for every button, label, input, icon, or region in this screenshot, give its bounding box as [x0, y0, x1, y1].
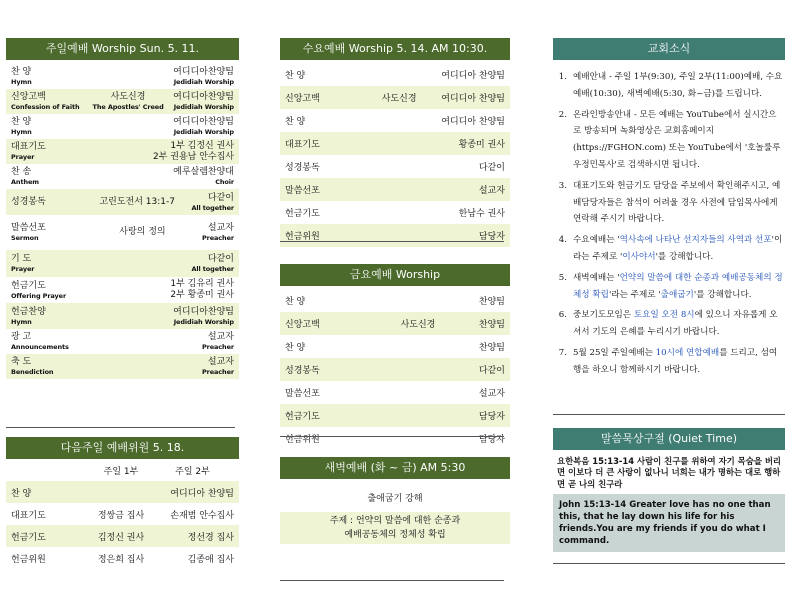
- person-label-en: Jedidiah Worship: [173, 78, 234, 86]
- person-label: 1부 김유리 권사: [170, 279, 234, 289]
- role-label: 찬 양: [285, 297, 306, 307]
- person-label-en: Preacher: [201, 234, 234, 242]
- first-service-person: 정은희 집사: [97, 554, 145, 565]
- table-row: [6, 503, 239, 525]
- table-row: [6, 189, 239, 215]
- detail-cell: [83, 227, 202, 238]
- person-label: 예루살렘찬양대: [173, 167, 234, 177]
- person-label: 설교자: [207, 332, 234, 342]
- news-item-number: 4.: [558, 235, 567, 246]
- role-label-en: Offering Prayer: [11, 291, 67, 300]
- table-row: [280, 155, 510, 178]
- role-cell: [11, 254, 83, 273]
- news-text: 새벽예배는 ': [573, 272, 620, 283]
- detail-label: 사도신경: [110, 92, 146, 102]
- quiet-time-korean: 요한복음 15:13-14 사람이 친구를 위하여 자기 목숨을 버리면 이보다 더 큰 사랑이 없나니 너희는 내가 명하는 대로 행하면 곧 나의 친구라: [557, 456, 782, 489]
- role-label-en: Benediction: [11, 368, 54, 376]
- detail-label: 고린도전서 13:1-7: [99, 196, 175, 207]
- news-highlight: 언약의 말씀에 대한 순종과 예배공동체의 정체성 확립: [573, 272, 783, 300]
- divider: [280, 580, 504, 581]
- table-row: [6, 481, 239, 503]
- table-row: [280, 63, 510, 86]
- next-week-col1: 주일 1부: [103, 466, 139, 477]
- person-cell: [202, 223, 234, 242]
- role-label: 찬 송: [11, 167, 32, 177]
- news-text: '를 강해합니다.: [693, 289, 752, 300]
- table-row: [6, 114, 239, 139]
- person-cell: [170, 279, 234, 301]
- person-label: 여디디아찬양팀: [173, 67, 234, 77]
- role-label-en: Hymn: [11, 78, 32, 86]
- next-week-section: [6, 437, 239, 569]
- news-item: [553, 69, 783, 103]
- role-label: 헌금기도: [285, 412, 320, 422]
- role-label: 기 도: [11, 254, 32, 264]
- table-row: [280, 201, 510, 224]
- sunday-order-list: [6, 64, 239, 379]
- role-label: 찬 양: [285, 71, 306, 81]
- quiet-time-section: [553, 428, 785, 552]
- church-news-list: [553, 69, 785, 379]
- role-label: 찬 양: [11, 488, 32, 499]
- role-label: 대표기도: [285, 140, 320, 150]
- role-label: 대표기도: [11, 142, 46, 152]
- news-text: '이라는 주제로 ': [573, 235, 783, 262]
- sunday-worship-section: [6, 38, 239, 379]
- person-label: 다같이: [478, 163, 505, 173]
- table-row: [6, 89, 239, 114]
- news-text: '라는 주제로 ': [608, 289, 661, 300]
- news-highlight: 10시에 연합예배: [655, 347, 720, 358]
- sunday-worship-title: 주일예배 Worship Sun. 5. 11.: [6, 38, 239, 60]
- table-row: [280, 427, 510, 450]
- person-cell: [173, 67, 234, 86]
- role-label: 헌금위원: [285, 232, 320, 242]
- role-label: 성경봉독: [285, 366, 320, 376]
- person-label: 다같이: [207, 254, 234, 264]
- wednesday-worship-title: 수요예배 Worship 5. 14. AM 10:30.: [280, 38, 510, 60]
- news-text: 를 드리고, 섬여행을 하오니 함께하시기 바랍니다.: [573, 347, 778, 375]
- table-row: [6, 215, 239, 250]
- news-text: 에 있으니 자유롭게 오셔서 기도의 은혜를 누리시기 바랍니다.: [573, 310, 778, 338]
- table-row: [280, 381, 510, 404]
- role-cell: [11, 117, 83, 136]
- person-label: 설교자: [478, 389, 505, 399]
- dawn-theme-line2: 예배공동체의 정체성 확립: [344, 530, 446, 540]
- news-item: [553, 107, 783, 174]
- news-highlight: 이사야서: [622, 251, 656, 262]
- dawn-worship-title: 새벽예배 (화 ~ 금) AM 5:30: [280, 457, 510, 479]
- role-label: 찬 양: [285, 117, 306, 127]
- news-item-text: [573, 345, 783, 379]
- news-item: [553, 345, 783, 379]
- table-row: [6, 277, 239, 303]
- table-row: [280, 358, 510, 381]
- person-cell: [191, 193, 234, 212]
- divider: [553, 563, 785, 564]
- news-text: 수요예배는 ': [573, 235, 620, 246]
- role-label: 성경봉독: [11, 196, 46, 207]
- table-row: [280, 109, 510, 132]
- person-cell: [173, 167, 234, 186]
- table-row: [6, 164, 239, 189]
- role-label: 축 도: [11, 357, 32, 367]
- detail-label: 사도신경: [400, 320, 436, 330]
- table-row: [6, 547, 239, 569]
- news-item-number: 5.: [558, 272, 567, 283]
- next-week-title: 다음주일 예배위원 5. 18.: [6, 437, 239, 459]
- news-item: [553, 232, 783, 266]
- person-label: 설교자: [207, 357, 234, 367]
- role-label: 말씀선포: [285, 186, 320, 196]
- person-label: 여디디아찬양팀: [173, 92, 234, 102]
- person-cell: [173, 307, 234, 326]
- person-label: 한남수 권사: [458, 209, 505, 219]
- role-cell: [11, 223, 83, 242]
- detail-label: 사도신경: [381, 94, 417, 104]
- dawn-series: 출애굽기 강해: [367, 494, 423, 504]
- person-label: 여디디아찬양팀: [173, 306, 234, 317]
- person-label-en: All together: [191, 265, 234, 273]
- person-label-en: 2부 권용남 안수집사: [152, 151, 234, 162]
- table-row: [6, 525, 239, 547]
- news-item-text: [573, 307, 783, 341]
- role-label: 찬 양: [11, 67, 32, 77]
- person-label-en: Preacher: [201, 343, 234, 351]
- role-cell: [11, 67, 83, 86]
- person-label-en: Jedidiah Worship: [173, 128, 234, 136]
- person-label: 찬양팀: [478, 297, 505, 307]
- role-cell: [11, 167, 83, 186]
- role-label: 말씀선포: [11, 223, 46, 233]
- news-item-number: 1.: [558, 72, 567, 82]
- person-label: 다같이: [478, 366, 505, 376]
- church-news-title: 교회소식: [553, 38, 785, 60]
- person-cell: [191, 254, 234, 273]
- person-label: 황종미 권사: [458, 140, 505, 150]
- detail-label-en: The Apostles' Creed: [92, 103, 164, 111]
- friday-worship-section: [280, 264, 510, 450]
- table-row: [280, 132, 510, 155]
- person-label: 설교자: [207, 223, 234, 233]
- news-item-text: [573, 270, 783, 304]
- role-label: 말씀선포: [285, 389, 320, 399]
- role-label: 신앙고백: [285, 94, 320, 104]
- role-cell: [11, 197, 83, 208]
- dawn-worship-section: [280, 457, 510, 544]
- table-row: [280, 404, 510, 427]
- role-label-en: Hymn: [11, 317, 32, 326]
- news-text: 예배안내 - 주일 1부(9:30), 주일 2부(11:00)예배, 수요예배(10:30), 새벽예배(5:30, 화~금)를 드립니다.: [573, 72, 783, 99]
- next-week-col2: 주일 2부: [175, 466, 210, 477]
- divider: [6, 427, 235, 428]
- person-cell: [153, 141, 234, 163]
- dawn-theme: [280, 512, 510, 544]
- person-label: 여디디아 찬양팀: [441, 94, 505, 104]
- person-label: 여디디아 찬양팀: [441, 117, 505, 127]
- person-label: 찬양팀: [478, 343, 505, 353]
- detail-cell: [83, 92, 173, 111]
- news-highlight: 출애굽기: [660, 289, 694, 300]
- quiet-time-english: John 15:13-14 Greater love has no one than this, that he lay down his life for his friends.You are my friends if you do what I command.: [553, 494, 785, 552]
- person-label-en: Jedidiah Worship: [173, 317, 234, 326]
- person-cell: [173, 117, 234, 136]
- person-label-en: Preacher: [201, 368, 234, 376]
- second-service-person: 손재범 안수집사: [170, 510, 234, 521]
- news-item: [553, 178, 783, 228]
- news-item-number: 2.: [558, 109, 567, 120]
- person-label: 담당자: [478, 435, 505, 445]
- news-text: 중보기도모임은: [573, 310, 634, 321]
- role-label: 헌금기도: [285, 209, 320, 219]
- table-row: [280, 224, 510, 247]
- person-label: 찬양팀: [478, 320, 505, 330]
- news-item: [553, 307, 783, 341]
- dawn-theme-line1: 주제 : 언약의 말씀에 대한 순종과: [329, 516, 461, 526]
- person-label: 1부 김정신 권사: [170, 140, 234, 151]
- role-cell: [11, 92, 83, 111]
- wednesday-worship-section: [280, 38, 510, 247]
- table-row: [280, 86, 510, 109]
- news-item-number: 6.: [558, 310, 567, 321]
- role-label: 성경봉독: [285, 163, 320, 173]
- person-cell: [202, 357, 234, 376]
- news-item-text: [573, 232, 783, 266]
- role-label: 찬 양: [285, 343, 306, 353]
- news-text: 온라인방송안내 - 모든 예배는 YouTube에서 실시간으로 방송되며 녹화영상은 교회홈페이지(https://FGHON.com) 또는 YouTube에서 '호놀룰루우정민목사'로 검색하시면 됩니다.: [573, 109, 781, 170]
- role-label-en: Confession of Faith: [11, 103, 80, 111]
- person-cell: [173, 92, 234, 111]
- person-label: 담당자: [478, 232, 505, 242]
- table-row: [6, 303, 239, 329]
- news-text: 대표기도와 헌금기도 담당을 주보에서 확인해주시고, 예배담당자들은 참석이 어려울 경우 사전에 담임목사에게 연락해 주시기 바랍니다.: [573, 180, 781, 225]
- role-label: 헌금위원: [11, 554, 46, 565]
- next-week-header-row: [6, 459, 239, 481]
- role-label: 대표기도: [11, 510, 46, 521]
- divider: [280, 241, 504, 242]
- person-label-en: All together: [191, 203, 234, 212]
- role-label-en: Anthem: [11, 178, 39, 186]
- role-label: 헌금찬양: [11, 306, 46, 317]
- role-label: 헌금기도: [11, 532, 46, 543]
- second-service-person: 정선경 집사: [187, 532, 234, 543]
- person-label-en: Jedidiah Worship: [173, 103, 234, 111]
- news-item: [553, 270, 783, 304]
- news-item-number: 3.: [558, 180, 567, 191]
- news-item-text: [573, 107, 783, 174]
- role-label: 광 고: [11, 332, 32, 342]
- friday-worship-title: 금요예배 Worship: [280, 264, 510, 286]
- role-cell: [11, 142, 83, 161]
- news-highlight: 토요일 오전 8시: [633, 310, 695, 321]
- role-label: 찬 양: [11, 117, 32, 127]
- role-cell: [11, 281, 83, 300]
- role-cell: [11, 357, 83, 376]
- role-label: 신앙고백: [285, 320, 320, 330]
- detail-cell: [83, 197, 191, 208]
- person-label: 다같이: [207, 192, 234, 203]
- role-label-en: Announcements: [11, 343, 69, 351]
- role-label-en: Hymn: [11, 128, 32, 136]
- news-text: 5월 25일 주일예배는: [573, 347, 656, 358]
- church-news-section: [553, 38, 785, 383]
- divider: [280, 436, 504, 437]
- next-week-list: [6, 481, 239, 569]
- person-label: 여디디아 찬양팀: [441, 71, 505, 81]
- role-cell: [11, 307, 83, 326]
- person-label: 담당자: [478, 412, 505, 422]
- table-row: [280, 178, 510, 201]
- role-label-en: Prayer: [11, 265, 35, 273]
- table-row: [6, 329, 239, 354]
- first-service-person: 정쌍금 집사: [97, 510, 145, 521]
- role-cell: [11, 332, 83, 351]
- role-label: 신앙고백: [11, 92, 46, 102]
- table-row: [6, 139, 239, 164]
- detail-label: 사랑의 정의: [119, 227, 166, 237]
- news-item-number: 7.: [558, 347, 567, 358]
- role-label: 헌금기도: [11, 280, 46, 291]
- table-row: [280, 312, 510, 335]
- table-row: [280, 335, 510, 358]
- news-highlight: 역사속에 나타난 선지자들의 사역과 선포: [619, 235, 772, 246]
- divider: [553, 414, 785, 415]
- table-row: [6, 354, 239, 379]
- news-item-text: [573, 69, 783, 103]
- person-label: 설교자: [478, 186, 505, 196]
- friday-order-list: [280, 289, 510, 450]
- table-row: [280, 289, 510, 312]
- first-service-person: 김정신 권사: [97, 532, 145, 543]
- person-cell: [202, 332, 234, 351]
- second-service-person: 여디디아 찬양팀: [170, 488, 234, 499]
- person-label-en: 2부 황종미 권사: [170, 290, 234, 300]
- second-service-person: 김종애 집사: [187, 554, 234, 565]
- news-text: '를 강해합니다.: [655, 251, 714, 262]
- wednesday-order-list: [280, 63, 510, 247]
- person-label: 여디디아찬양팀: [173, 117, 234, 127]
- role-label-en: Sermon: [11, 234, 39, 242]
- person-label-en: Choir: [215, 178, 234, 186]
- table-row: [6, 64, 239, 89]
- table-row: [6, 250, 239, 277]
- quiet-time-title: 말씀묵상구절 (Quiet Time): [553, 428, 785, 450]
- role-label-en: Prayer: [11, 153, 35, 161]
- role-label: 헌금위원: [285, 435, 320, 445]
- news-item-text: [573, 178, 783, 228]
